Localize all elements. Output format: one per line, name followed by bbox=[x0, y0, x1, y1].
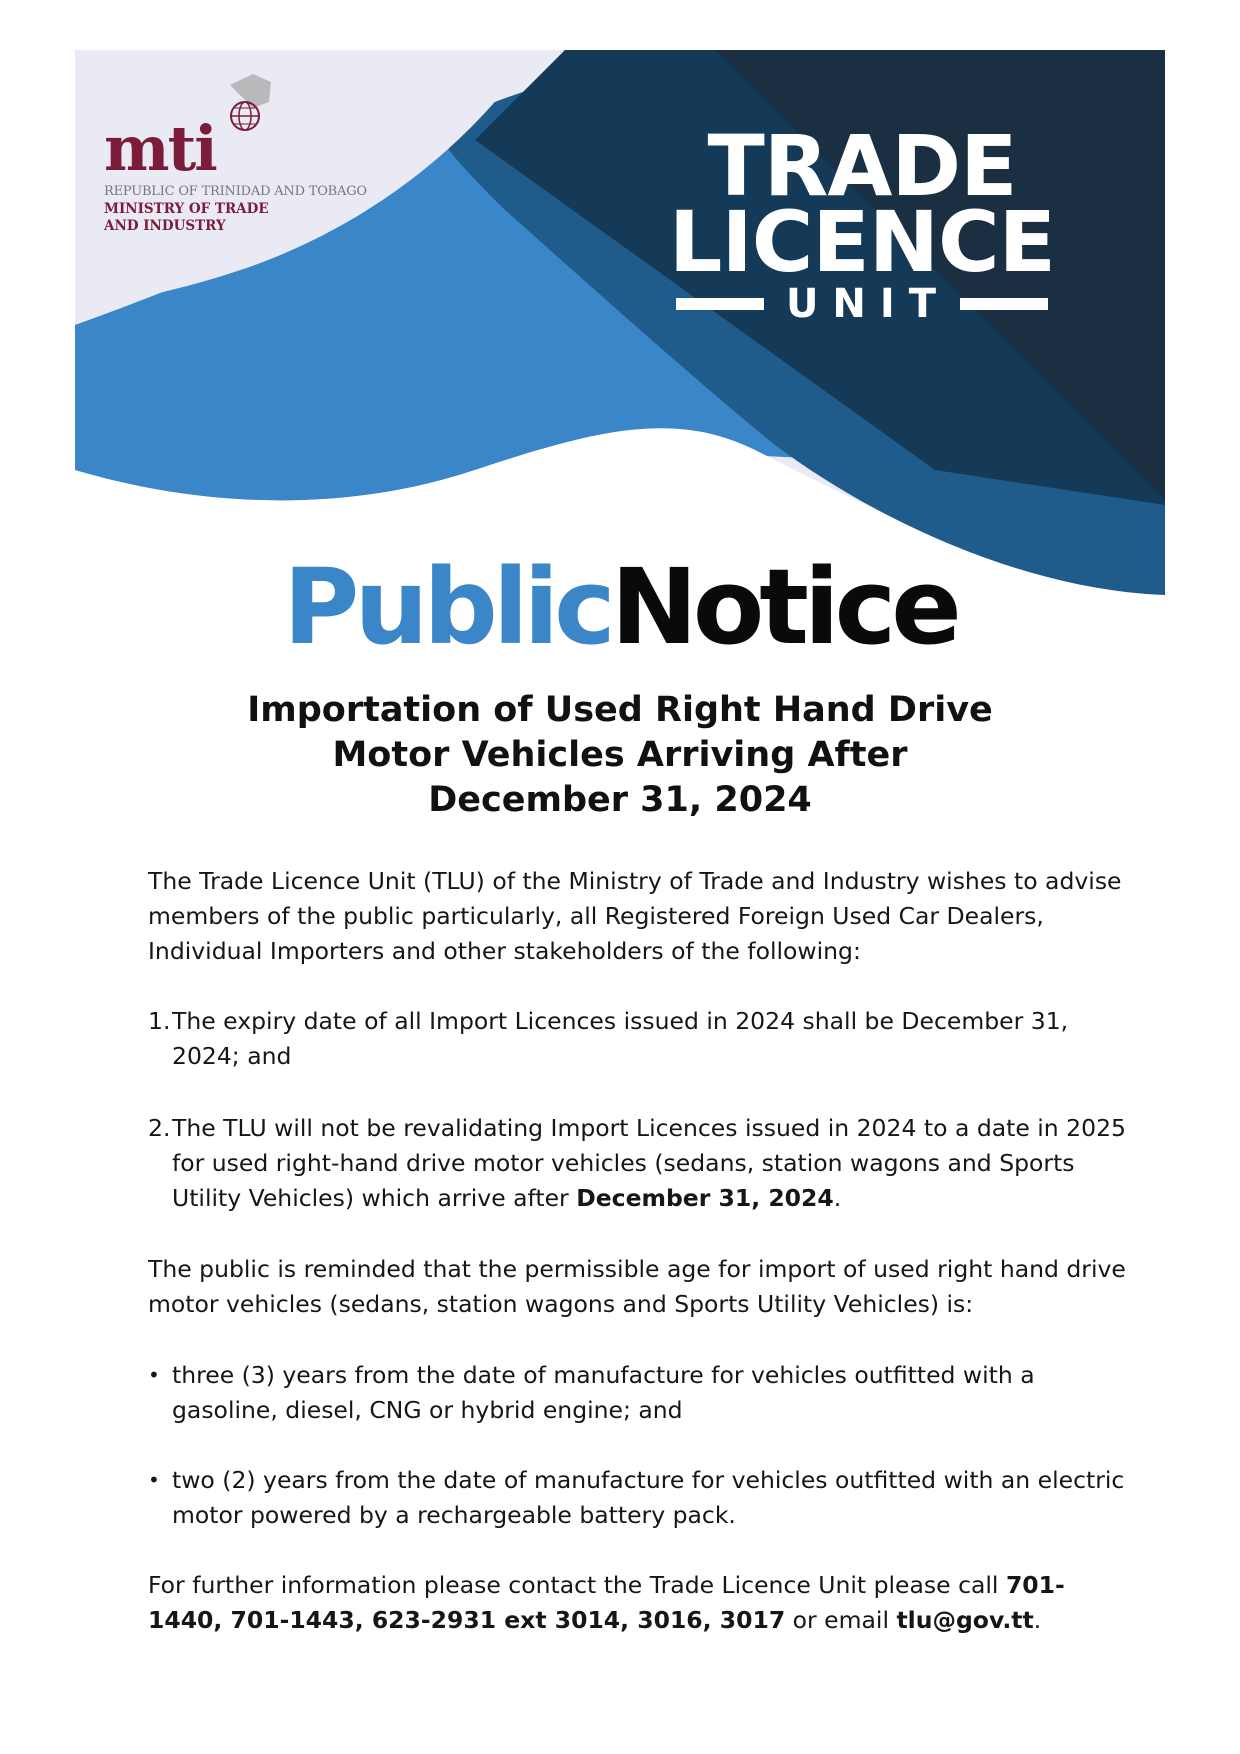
bullet-item-2 bbox=[148, 1463, 1138, 1533]
item-1-number: 1. bbox=[148, 1007, 171, 1035]
bullet-item-1 bbox=[148, 1358, 1138, 1428]
reminder-paragraph bbox=[148, 1252, 1138, 1322]
title-notice: Notice bbox=[610, 546, 957, 668]
contact-lead: For further information please contact the Trade Licence Unit please call bbox=[148, 1571, 1006, 1599]
intro-paragraph bbox=[148, 864, 1138, 969]
item-1-text: The expiry date of all Import Licences issued in 2024 shall be December 31, 2024; and bbox=[172, 1007, 1069, 1070]
mti-ministry-name bbox=[104, 201, 269, 235]
item-2-text: The TLU will not be revalidating Import Licences issued in 2024 to a date in 2025 for used right-hand drive motor vehicles (sedans, station wagons and Sports Utility Vehicles) which arrive after bbox=[172, 1114, 1126, 1212]
tlu-line-trade: TRADE bbox=[707, 117, 1017, 215]
contact-end: . bbox=[1033, 1606, 1042, 1634]
public-notice-title bbox=[0, 546, 1240, 668]
mti-ministry-line1: MINISTRY OF TRADE bbox=[104, 201, 269, 217]
intro-text: The Trade Licence Unit (TLU) of the Ministry of Trade and Industry wishes to advise members of the public particularly, all Registered Foreign Used Car Dealers, Individual Importers and other stakeholders of the following: bbox=[148, 867, 1122, 965]
bullet-2-mark: • bbox=[148, 1468, 160, 1492]
subtitle-line2: Motor Vehicles Arriving After bbox=[332, 735, 908, 775]
contact-mid: or email bbox=[785, 1606, 897, 1634]
title-public: Public bbox=[283, 546, 611, 668]
bullet-1-text: three (3) years from the date of manufacture for vehicles outfitted with a gasoline, diesel, CNG or hybrid engine; and bbox=[172, 1361, 1035, 1424]
notice-subtitle bbox=[120, 688, 1120, 823]
trade-licence-unit-logo bbox=[662, 117, 1062, 327]
tlu-line-licence: LICENCE bbox=[668, 193, 1056, 291]
reminder-text: The public is reminded that the permissible age for import of used right hand drive motor vehicles (sedans, station wagons and Sports Utility Vehicles) is: bbox=[148, 1255, 1126, 1318]
item-2-date: December 31, 2024 bbox=[576, 1184, 834, 1212]
subtitle-line1: Importation of Used Right Hand Drive bbox=[247, 690, 993, 730]
mti-republic-text: REPUBLIC OF TRINIDAD AND TOBAGO bbox=[104, 184, 367, 199]
item-2-tail: . bbox=[833, 1184, 842, 1212]
numbered-item-1 bbox=[148, 1004, 1138, 1074]
item-2-body bbox=[172, 1111, 1138, 1216]
bullet-1-mark: • bbox=[148, 1363, 160, 1387]
mti-logo-word: mti bbox=[104, 112, 216, 185]
mti-ministry-line2: AND INDUSTRY bbox=[104, 218, 226, 234]
subtitle-line3: December 31, 2024 bbox=[428, 780, 812, 820]
bullet-2-text: two (2) years from the date of manufacture for vehicles outfitted with an electric motor powered by a rechargeable battery pack. bbox=[172, 1466, 1125, 1529]
tlu-right-bar bbox=[960, 298, 1048, 310]
contact-paragraph bbox=[148, 1568, 1138, 1638]
item-2-number: 2. bbox=[148, 1114, 171, 1142]
contact-email: tlu@gov.tt bbox=[896, 1606, 1034, 1634]
tlu-left-bar bbox=[676, 298, 764, 310]
tlu-line-unit: UNIT bbox=[785, 281, 951, 327]
contact-phones: 701-1440, 701-1443, 623-2931 ext 3014, 3016, 3017 bbox=[148, 1571, 1065, 1634]
numbered-item-2 bbox=[148, 1111, 1138, 1216]
